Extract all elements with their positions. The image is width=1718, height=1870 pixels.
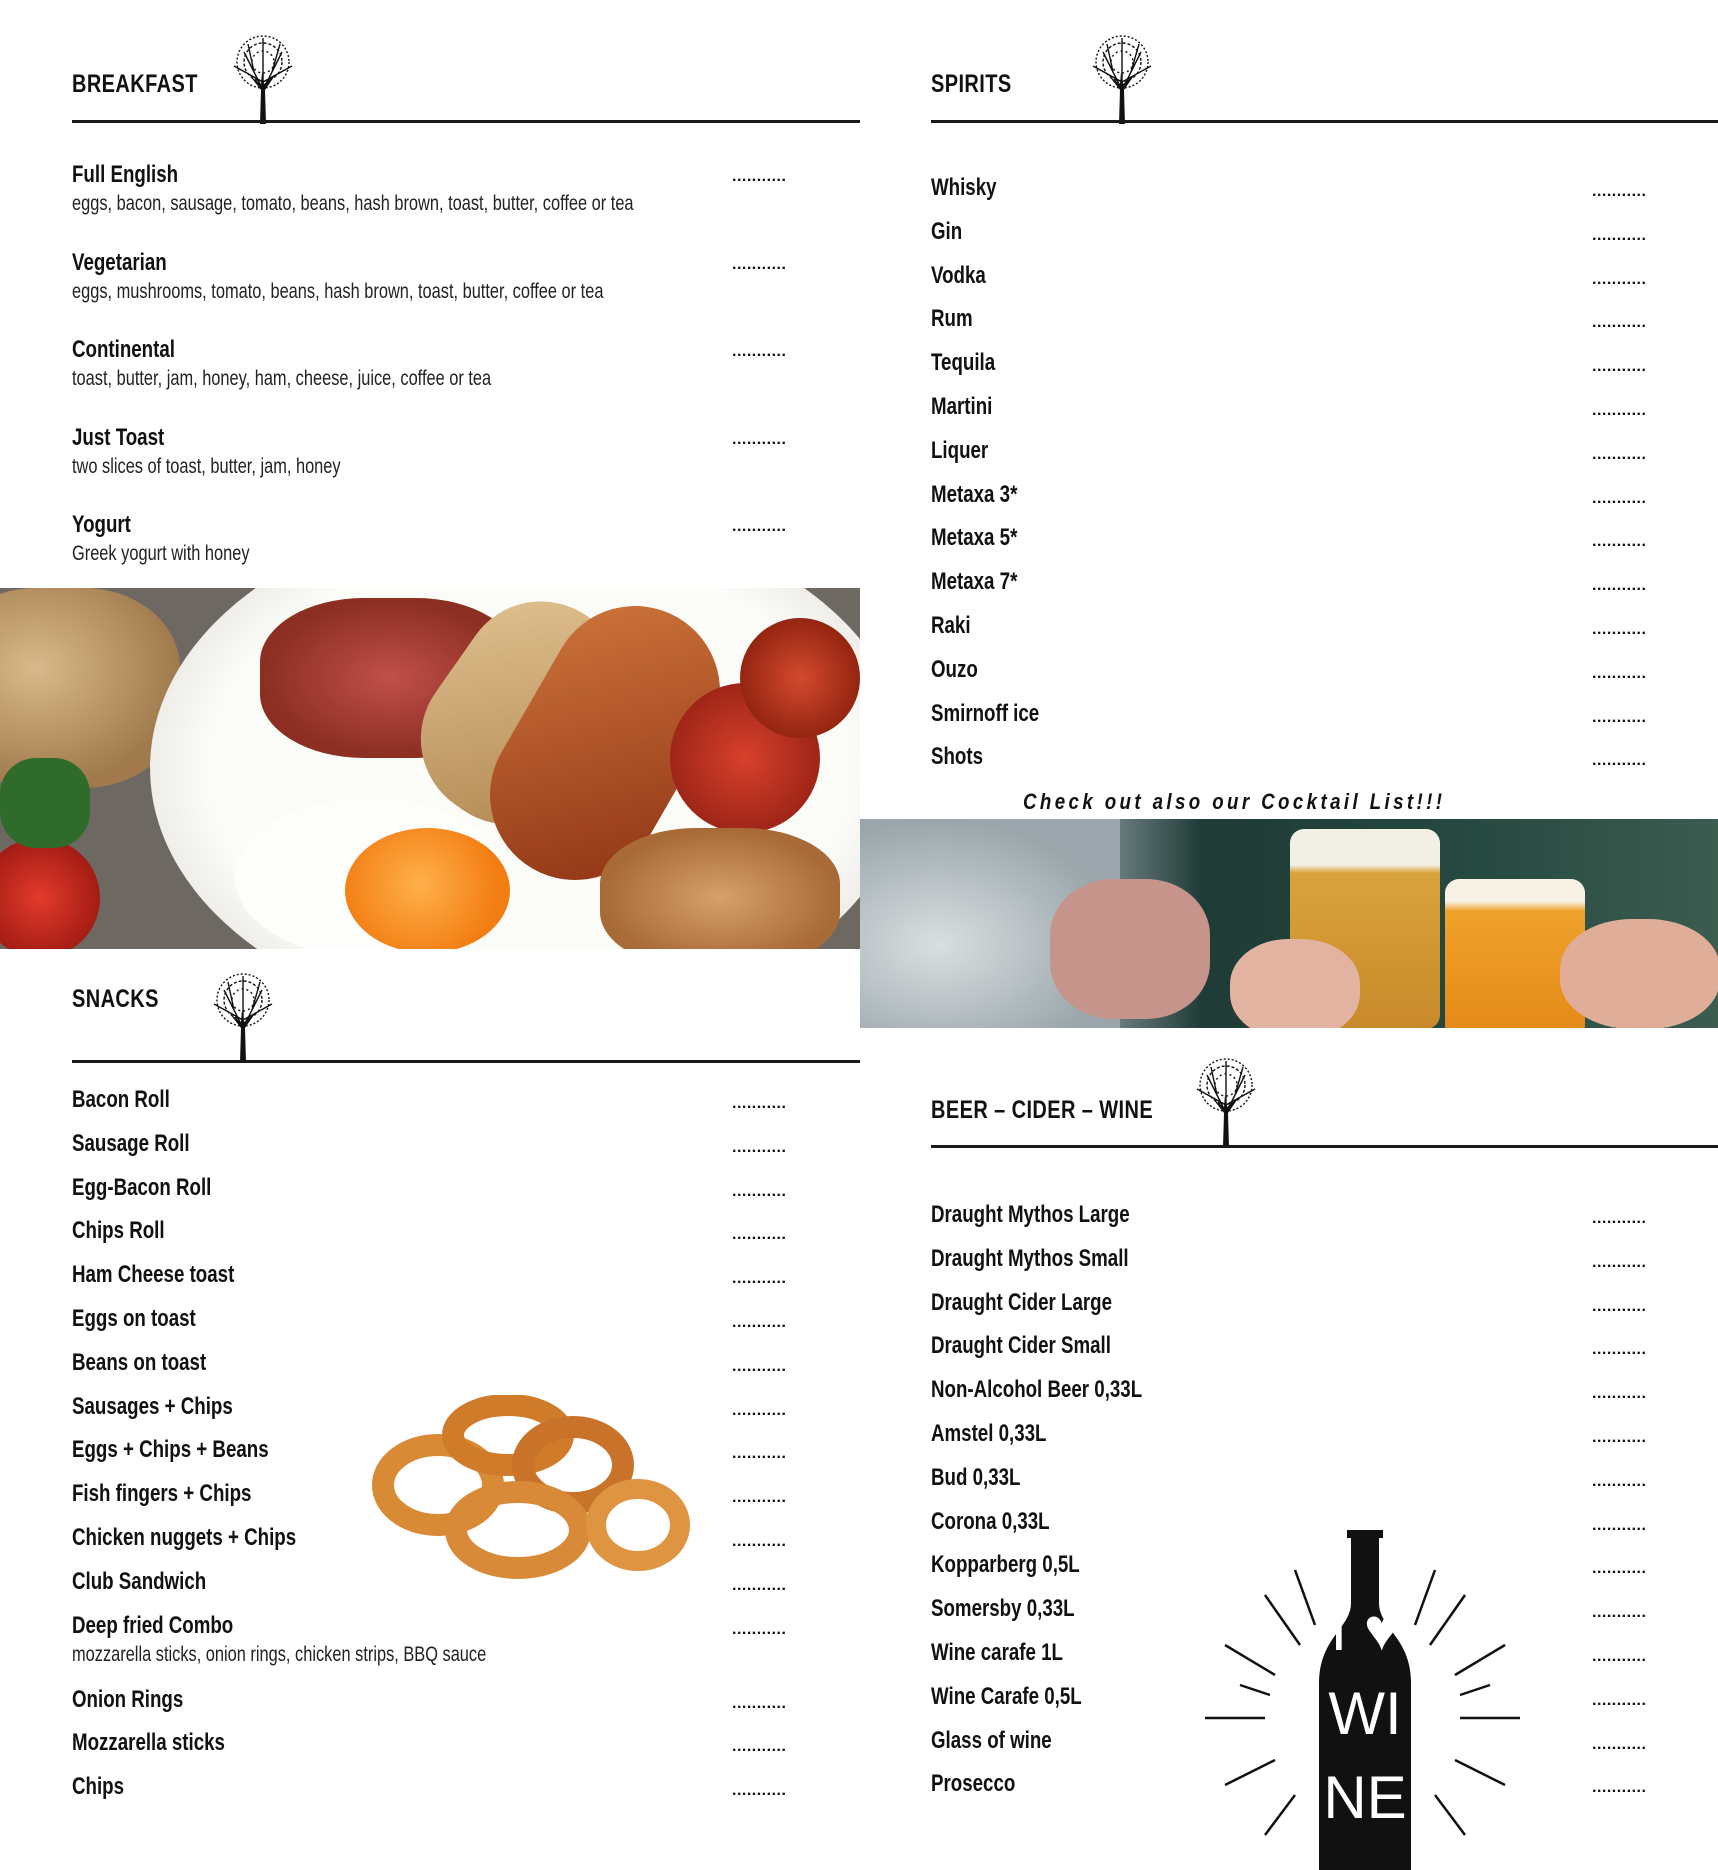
menu-item-name: Draught Cider Large xyxy=(931,1288,1112,1316)
price-placeholder: ........... xyxy=(1592,1429,1647,1446)
menu-item-name: Non-Alcohol Beer 0,33L xyxy=(931,1376,1143,1404)
menu-item-name: Vegetarian xyxy=(72,248,167,276)
price-placeholder: ........... xyxy=(1592,1297,1647,1315)
beer-cheers-photo xyxy=(860,819,1718,1028)
price-placeholder: ........... xyxy=(1592,226,1647,244)
price-placeholder: ........... xyxy=(1592,577,1647,595)
menu-item-description: Greek yogurt with honey xyxy=(72,542,250,565)
price-placeholder: ........... xyxy=(1592,621,1647,638)
price-placeholder: ........... xyxy=(732,1270,787,1288)
snacks-divider xyxy=(72,1060,860,1063)
beer-divider xyxy=(931,1145,1718,1148)
menu-item-name: Wine Carafe 0,5L xyxy=(931,1682,1082,1710)
onion-rings-photo xyxy=(358,1395,698,1587)
price-placeholder: ........... xyxy=(1592,1735,1647,1753)
menu-item-name: Sausage Roll xyxy=(72,1129,190,1157)
price-placeholder: ........... xyxy=(732,1182,787,1200)
menu-item-description: eggs, mushrooms, tomato, beans, hash brown, toast, butter, coffee or tea xyxy=(72,279,604,303)
menu-item-name: Draught Mythos Large xyxy=(931,1201,1130,1228)
price-placeholder: ........... xyxy=(1592,1604,1647,1622)
menu-item-name: Eggs on toast xyxy=(72,1305,196,1332)
menu-item-description: mozzarella sticks, onion rings, chicken strips, BBQ sauce xyxy=(72,1642,487,1666)
price-placeholder: ........... xyxy=(1592,1253,1647,1271)
spirits-title: SPIRITS xyxy=(931,70,1012,98)
menu-item-name: Draught Cider Small xyxy=(931,1332,1111,1360)
cocktail-note xyxy=(1023,789,1520,815)
menu-item-name: Vodka xyxy=(931,261,986,289)
menu-item-name: Smirnoff ice xyxy=(931,699,1040,727)
snacks-section-header xyxy=(72,985,181,1014)
price-placeholder: ........... xyxy=(732,1533,787,1550)
menu-item-name: Chips Roll xyxy=(72,1217,165,1245)
price-placeholder: ........... xyxy=(732,1095,787,1112)
menu-item-name: Mozzarella sticks xyxy=(72,1729,225,1757)
menu-item-name: Raki xyxy=(931,612,971,639)
price-placeholder: ........... xyxy=(732,1576,787,1594)
price-placeholder: ........... xyxy=(1592,1385,1647,1403)
menu-item-name: Yogurt xyxy=(72,511,131,538)
menu-item-name: Kopparberg 0,5L xyxy=(931,1551,1080,1579)
menu-item-name: Liquer xyxy=(931,436,989,464)
menu-item-name: Full English xyxy=(72,161,179,188)
menu-item-name: Continental xyxy=(72,336,175,363)
price-placeholder: ........... xyxy=(732,1401,787,1419)
menu-item-name: Gin xyxy=(931,217,963,245)
price-placeholder: ........... xyxy=(732,1357,787,1375)
price-placeholder: ........... xyxy=(1592,533,1647,551)
breakfast-section-header xyxy=(72,70,229,99)
snacks-title: SNACKS xyxy=(72,985,159,1013)
menu-item-name: Draught Mythos Small xyxy=(931,1244,1129,1272)
price-placeholder: ........... xyxy=(1592,664,1647,682)
price-placeholder: ........... xyxy=(732,1314,787,1331)
tree-icon xyxy=(204,970,282,1062)
tree-icon xyxy=(224,32,302,124)
tree-icon xyxy=(1187,1055,1265,1147)
price-placeholder: ........... xyxy=(732,1445,787,1463)
menu-item-name: Ham Cheese toast xyxy=(72,1261,235,1289)
price-placeholder: ........... xyxy=(1592,1341,1647,1359)
price-placeholder: ........... xyxy=(732,1782,787,1800)
menu-item-description: toast, butter, jam, honey, ham, cheese, juice, coffee or tea xyxy=(72,367,492,390)
wine-logo-text: I ♥ WINE xyxy=(1323,1596,1407,1831)
menu-item-name: Wine carafe 1L xyxy=(931,1639,1063,1666)
price-placeholder: ........... xyxy=(1592,1472,1647,1490)
menu-item-description: eggs, bacon, sausage, tomato, beans, hash brown, toast, butter, coffee or tea xyxy=(72,192,634,215)
price-placeholder: ........... xyxy=(1592,1779,1647,1797)
menu-item-name: Martini xyxy=(931,393,993,420)
price-placeholder: ........... xyxy=(1592,1560,1647,1578)
breakfast-divider xyxy=(72,120,860,123)
menu-item-name: Metaxa 5* xyxy=(931,524,1018,552)
menu-item-name: Amstel 0,33L xyxy=(931,1420,1047,1447)
menu-item-name: Sausages + Chips xyxy=(72,1392,233,1420)
cocktail-note-text: Check out also our Cocktail List!!! xyxy=(1023,789,1446,814)
menu-item-name: Shots xyxy=(931,743,984,771)
menu-item-name: Eggs + Chips + Beans xyxy=(72,1436,269,1464)
price-placeholder: ........... xyxy=(1592,445,1647,463)
price-placeholder: ........... xyxy=(1592,402,1647,419)
menu-item-name: Metaxa 7* xyxy=(931,568,1018,596)
menu-item-name: Somersby 0,33L xyxy=(931,1595,1075,1623)
menu-item-name: Metaxa 3* xyxy=(931,480,1018,508)
price-placeholder: ........... xyxy=(732,255,787,273)
menu-item-name: Whisky xyxy=(931,174,997,201)
spirits-section-header xyxy=(931,70,1032,99)
menu-item-name: Corona 0,33L xyxy=(931,1507,1050,1535)
price-placeholder: ........... xyxy=(732,430,787,448)
menu-item-name: Deep fried Combo xyxy=(72,1611,234,1639)
price-placeholder: ........... xyxy=(732,1489,787,1507)
menu-item-name: Bud 0,33L xyxy=(931,1463,1021,1491)
menu-item-name: Bacon Roll xyxy=(72,1086,170,1113)
price-placeholder: ........... xyxy=(732,343,787,360)
menu-item-name: Rum xyxy=(931,305,973,333)
menu-item-name: Just Toast xyxy=(72,423,165,451)
price-placeholder: ........... xyxy=(732,1694,787,1712)
beer-section-header xyxy=(931,1096,1209,1125)
menu-item-name: Egg-Bacon Roll xyxy=(72,1173,212,1201)
price-placeholder: ........... xyxy=(1592,1210,1647,1227)
menu-item-name: Chicken nuggets + Chips xyxy=(72,1524,297,1551)
price-placeholder: ........... xyxy=(732,168,787,185)
menu-item-name: Onion Rings xyxy=(72,1685,184,1713)
price-placeholder: ........... xyxy=(1592,1691,1647,1709)
price-placeholder: ........... xyxy=(732,518,787,535)
full-english-breakfast-photo xyxy=(0,588,860,949)
beer-title: BEER – CIDER – WINE xyxy=(931,1096,1154,1124)
menu-item-name: Chips xyxy=(72,1773,125,1801)
price-placeholder: ........... xyxy=(732,1738,787,1756)
menu-item-name: Fish fingers + Chips xyxy=(72,1480,252,1508)
menu-item-name: Prosecco xyxy=(931,1770,1016,1798)
menu-item-name: Tequila xyxy=(931,349,996,377)
price-placeholder: ........... xyxy=(1592,270,1647,288)
menu-item-name: Glass of wine xyxy=(931,1726,1052,1754)
price-placeholder: ........... xyxy=(732,1620,787,1638)
spirits-divider xyxy=(931,120,1718,123)
price-placeholder: ........... xyxy=(1592,708,1647,726)
price-placeholder: ........... xyxy=(1592,183,1647,200)
price-placeholder: ........... xyxy=(1592,314,1647,332)
price-placeholder: ........... xyxy=(1592,358,1647,376)
price-placeholder: ........... xyxy=(732,1138,787,1156)
price-placeholder: ........... xyxy=(732,1226,787,1244)
price-placeholder: ........... xyxy=(1592,489,1647,507)
menu-item-name: Beans on toast xyxy=(72,1348,207,1376)
tree-icon xyxy=(1083,32,1161,124)
menu-item-description: two slices of toast, butter, jam, honey xyxy=(72,454,341,478)
price-placeholder: ........... xyxy=(1592,752,1647,770)
menu-item-name: Ouzo xyxy=(931,655,978,683)
breakfast-title: BREAKFAST xyxy=(72,70,198,98)
price-placeholder: ........... xyxy=(1592,1516,1647,1534)
menu-item-name: Club Sandwich xyxy=(72,1567,207,1595)
price-placeholder: ........... xyxy=(1592,1648,1647,1665)
